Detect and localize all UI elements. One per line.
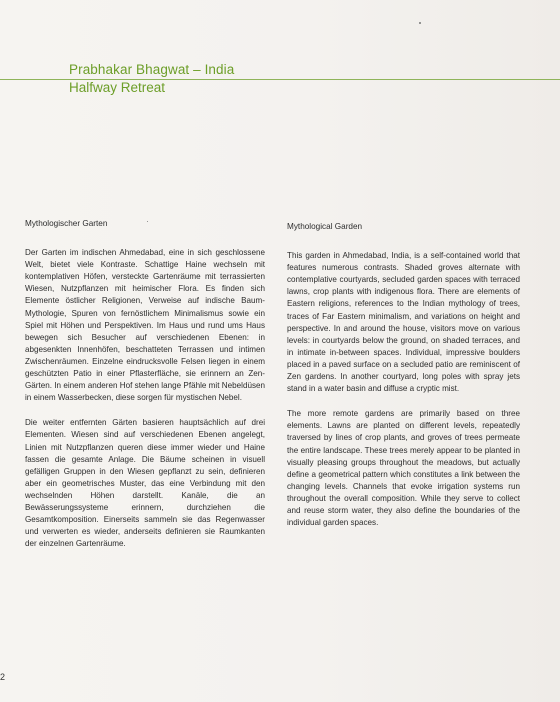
- page-number: 2: [0, 672, 6, 682]
- scan-speck: [147, 221, 148, 222]
- german-paragraph-1: Der Garten im indischen Ahmedabad, eine in sich geschlossene Welt, bietet viele Kontraste. Schattige Haine wechseln mit kontemplativen Höfen, versteckte Gartenräume mit terrassierten Wiesen, Nutzpflanzen mit heimischer Flora. Es finden sich Elemente östlicher Religionen, Verweise auf indische Baum-Mythologie, Spuren von fernöstlichem Minimalismus sowie ein Spiel mit Höhen und Perspektiven. Im Haus und rund ums Haus bewegen sich Besucher auf verschiedenen Ebenen: in abgesenkten Innenhöfen, beschatteten Terrassen und intimen Zwischenräumen. Einzelne eindrucksvolle Felsen liegen in einem geschützten Patio in einer Pflasterfläche, sie erinnern an Zen-Gärten. In einem anderen Hof stehen lange Pfähle mit Nebeldüsen in einem Wasserbecken, diese sorgen für mystischen Nebel.: [25, 248, 265, 403]
- german-paragraph-2: Die weiter entfernten Gärten basieren hauptsächlich auf drei Elementen. Wiesen sind auf verschiedenen Ebenen angelegt, Linien mit Nutzpflanzen queren diese immer wieder und Haine fassen die gesamte Anlage. Die Bäume scheinen in visuell gefälligen Gruppen in den Wiesen gepflanzt zu sein, definieren aber ein geometrisches Muster, das eine Verbindung mit den wechselnden Höhen darstellt. Kanäle, die an Bewässerungssysteme erinnern, durchziehen die Gesamtkomposition. Einerseits sammeln sie das Regenwasser und verwerten es wieder, anderseits definieren sie Raumkanten der einzelnen Gartenräume.: [25, 418, 265, 549]
- header-divider: [0, 79, 560, 80]
- author-line: Prabhakar Bhagwat – India: [69, 62, 235, 77]
- english-paragraph-2: The more remote gardens are primarily based on three elements. Lawns are planted on different levels, repeatedly traversed by lines of crop plants, and groves of trees permeate the entire landscape. These trees merely appear to be planted in visually pleasing groups throughout the meadows, but actually define a geometrical pattern which constitutes a link between the changing levels. Channels that evoke irrigation systems run throughout the overall composition. While they serve to collect and reuse storm water, they also define the boundaries of the individual garden spaces.: [287, 409, 520, 528]
- chapter-header: [0, 58, 560, 106]
- english-column: [287, 221, 520, 542]
- german-column: [25, 218, 265, 563]
- scan-speck: [419, 22, 421, 24]
- project-title: Halfway Retreat: [69, 80, 166, 95]
- english-heading: Mythological Garden: [287, 222, 363, 231]
- english-paragraph-1: This garden in Ahmedabad, India, is a self-contained world that features numerous contrasts. Shaded groves alternate with contemplative courtyards, secluded garden spaces with terraced lawns, crop plants with indigenous flora. There are elements of Eastern religions, references to the Indian mythology of trees, traces of Far Eastern minimalism, and variations on height and perspective. In and around the house, visitors move on various levels: in courtyards below the ground, on shaded terraces, and in intimate in-between spaces. Individual, impressive boulders placed in a paved surface on a secluded patio are reminiscent of Zen gardens. In another courtyard, long poles with spray jets stand in a water basin and diffuse a cryptic mist.: [287, 251, 520, 394]
- german-heading: Mythologischer Garten: [25, 219, 108, 228]
